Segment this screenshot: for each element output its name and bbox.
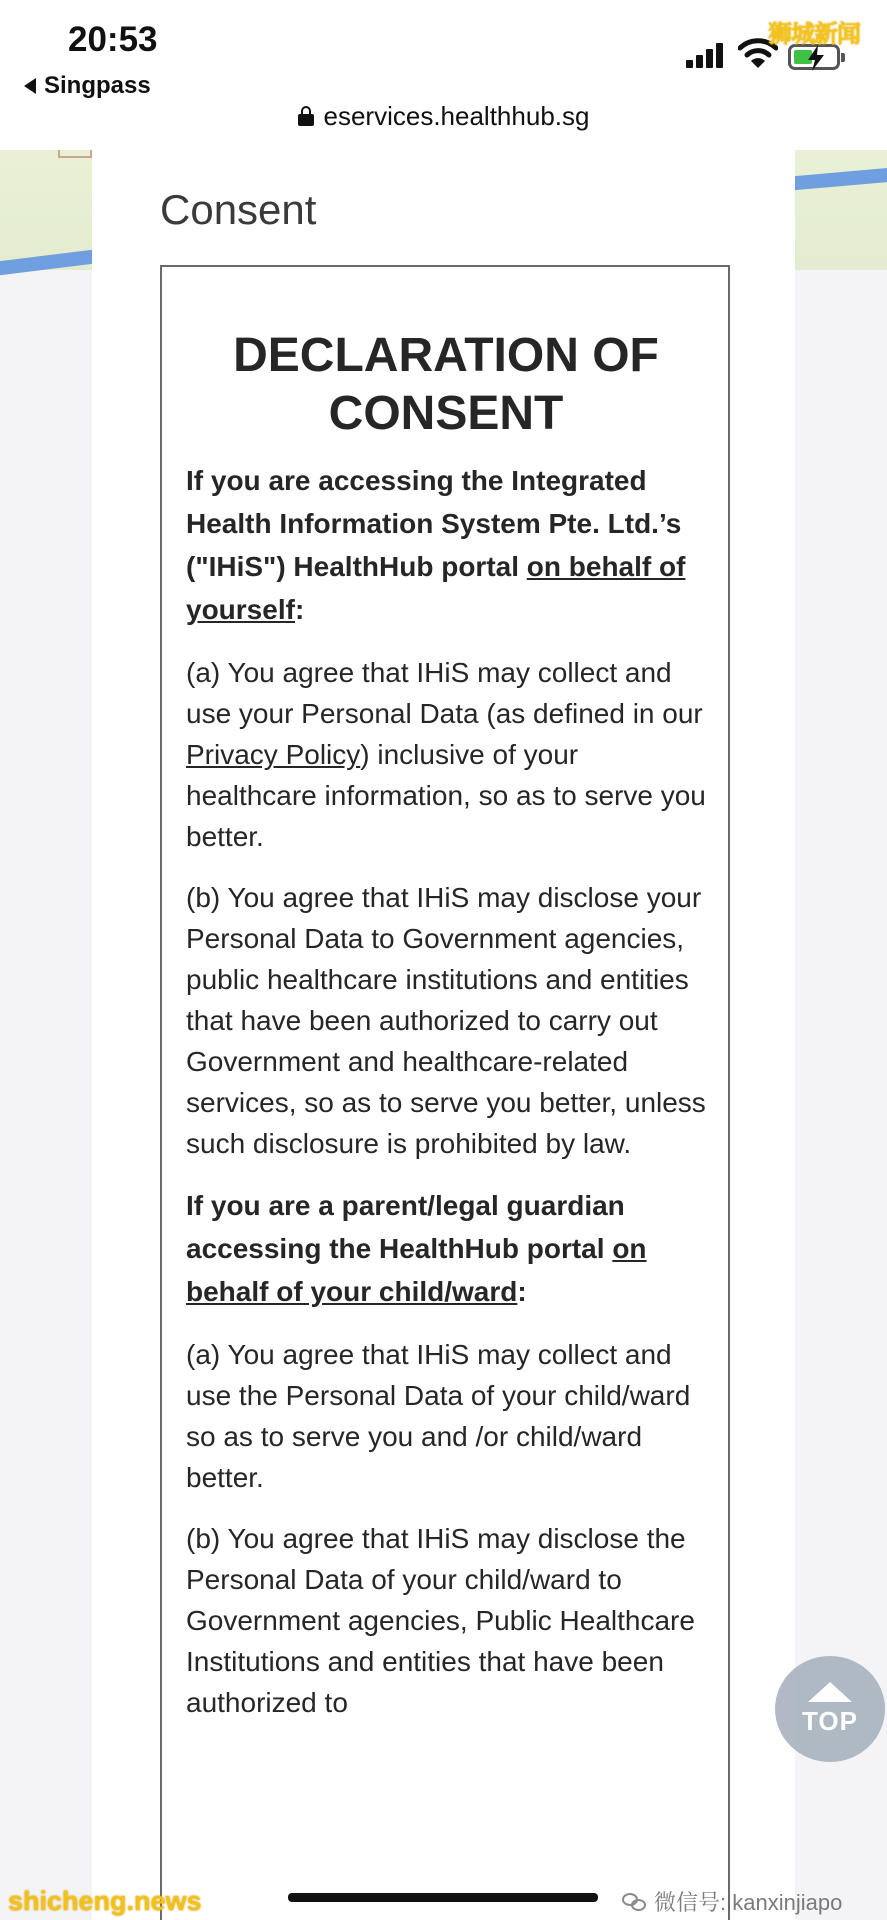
- self-section-intro: If you are accessing the Integrated Health Information System Pte. Ltd.’s ("IHiS") HealthHub portal: [186, 465, 682, 582]
- wechat-id: 微信号: kanxinjiapo: [654, 1890, 843, 1915]
- watermark-bottom-right: [622, 1886, 842, 1917]
- declaration-box[interactable]: [160, 265, 730, 1920]
- scroll-to-top-label: TOP: [802, 1705, 858, 1736]
- back-app-label: Singpass: [44, 72, 151, 99]
- map-marker: [58, 150, 92, 158]
- lock-icon: [298, 106, 314, 126]
- consent-page: [92, 150, 795, 1920]
- self-clause-b: (b) You agree that IHiS may disclose your Personal Data to Government agencies, public healthcare institutions and entities that have been authorized to carry out Government and healthcare-related services, so as to serve you better, unless such disclosure is prohibited by law.: [186, 882, 706, 1159]
- privacy-policy-link[interactable]: Privacy Policy: [186, 739, 361, 770]
- guardian-section-colon: :: [517, 1276, 527, 1307]
- self-clause-a-end: ) inclusive of your healthcare information, so as to serve you better.: [186, 739, 706, 852]
- guardian-clause-b: (b) You agree that IHiS may disclose the Personal Data of your child/ward to Government agencies, Public Healthcare Institutions and entities that have been authorized to: [186, 1523, 695, 1718]
- cellular-signal-icon: [686, 42, 726, 68]
- self-section-colon: :: [294, 594, 305, 625]
- url-text: eservices.healthhub.sg: [323, 100, 590, 131]
- status-time: 20:53: [68, 20, 158, 59]
- status-bar: [0, 0, 887, 150]
- guardian-section-heading: [186, 1184, 706, 1313]
- guardian-clause-a: (a) You agree that IHiS may collect and use the Personal Data of your child/ward so as to serve you and /or child/ward better.: [186, 1339, 691, 1493]
- back-arrow-icon: [24, 78, 36, 94]
- self-clause-a-start: (a) You agree that IHiS may collect and use your Personal Data (as defined in our: [186, 657, 703, 729]
- declaration-heading: DECLARATION OF CONSENT: [233, 329, 659, 440]
- url-bar[interactable]: [0, 96, 887, 136]
- guardian-section-intro: If you are a parent/legal guardian accessing the HealthHub portal: [186, 1190, 625, 1264]
- guardian-section-underline: on behalf of your child/ward: [186, 1233, 647, 1307]
- watermark-bottom-left: shicheng.news: [8, 1886, 202, 1916]
- scroll-to-top-button[interactable]: [775, 1656, 885, 1762]
- wechat-icon: [622, 1891, 648, 1913]
- self-section-heading: [186, 459, 706, 631]
- self-section-underline: on behalf of yourself: [186, 551, 686, 625]
- home-indicator[interactable]: [288, 1893, 598, 1902]
- watermark-top: 狮城新闻: [768, 21, 860, 48]
- page-title: Consent: [160, 186, 317, 233]
- chevron-up-icon: [808, 1682, 852, 1702]
- self-clause-a: [186, 652, 706, 857]
